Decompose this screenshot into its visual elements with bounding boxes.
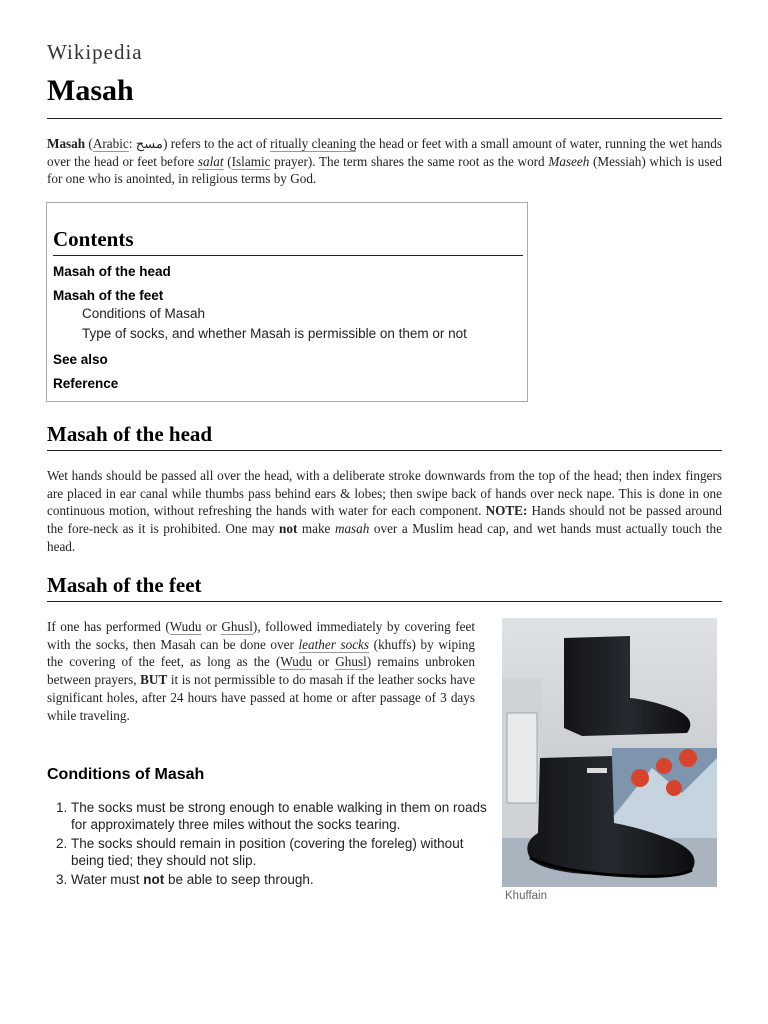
toc-item-masah-feet[interactable]: Masah of the feet — [53, 288, 164, 303]
condition-3-text-2: be able to seep through. — [164, 872, 314, 887]
toc-item-conditions[interactable]: Conditions of Masah — [82, 306, 206, 321]
khuffain-photo — [502, 618, 717, 887]
masah-term: masah — [334, 521, 370, 537]
head-paragraph — [47, 467, 722, 556]
toc-item-masah-head[interactable]: Masah of the head — [53, 264, 171, 279]
arabic-word: مسح — [135, 136, 164, 151]
wudu-link[interactable]: Wudu — [169, 619, 202, 634]
toc-item-see-also[interactable]: See also — [53, 352, 108, 367]
not-emphasis: not — [279, 521, 298, 537]
wikipedia-logo[interactable]: Wikipedia — [47, 40, 143, 64]
conditions-list — [47, 800, 491, 892]
intro-text-1: ) refers to the act of — [163, 136, 271, 151]
khuffain-image[interactable] — [502, 618, 717, 887]
page-title: Masah — [47, 74, 134, 107]
intro-text-2: the head or feet with a small amount of water, running the wet hands over the head or feet before — [47, 136, 722, 169]
or-text: or — [201, 619, 222, 634]
list-item: 1. The socks must be strong enough to enable walking in them on roads for approximately three miles without the socks tearing. — [71, 800, 491, 833]
wudu-link-2[interactable]: Wudu — [280, 654, 313, 670]
list-item — [71, 872, 491, 889]
section-heading-feet: Masah of the feet — [47, 573, 202, 597]
section-divider-head — [47, 450, 722, 451]
or-text-2: or — [312, 654, 336, 670]
but-emphasis: BUT — [140, 672, 168, 688]
conditions-heading: Conditions of Masah — [47, 766, 205, 783]
feet-text-4: ) remains unbroken between prayers, — [47, 654, 475, 688]
section-divider-feet — [47, 601, 722, 602]
leather-socks-link[interactable]: leather socks — [298, 636, 370, 652]
head-text-3: make — [297, 521, 335, 537]
toc-item-socks[interactable]: Type of socks, and whether Masah is permissible on them or not — [82, 326, 467, 341]
arabic-link[interactable]: Arabic — [92, 136, 129, 151]
feet-text-3: (khuffs) by wiping the covering of the feet, as long as the ( — [47, 636, 475, 670]
toc-item-reference[interactable]: Reference — [53, 376, 119, 391]
intro-term: Masah — [47, 136, 86, 151]
toc-divider — [53, 255, 523, 256]
feet-text-2: ), followed immediately by covering feet with the socks, then Masah can be done over — [47, 619, 475, 652]
head-text-1: Wet hands should be passed all over the head, with a deliberate stroke downwards from the top of the head; then index fingers are placed in ear canal while thumbs pass behind ears & lobes; then swipe back of hands over neck nape. This is done in one continuous motion, without refreshing the hands with water for each component. — [47, 468, 722, 519]
feet-text-1: If one has performed ( — [47, 619, 170, 634]
condition-3-not: not — [143, 872, 165, 887]
note-label: NOTE: — [485, 503, 528, 519]
head-text-4: over a Muslim head cap, and wet hands must actually touch the head. — [47, 521, 722, 554]
salat-link[interactable]: salat — [197, 153, 224, 169]
ghusl-link-2[interactable]: Ghusl — [335, 654, 367, 670]
ghusl-link[interactable]: Ghusl — [221, 619, 253, 634]
toc-title: Contents — [53, 227, 134, 251]
image-caption: Khuffain — [505, 890, 547, 902]
islamic-link[interactable]: Islamic — [231, 153, 271, 169]
table-of-contents — [46, 202, 528, 402]
title-divider — [47, 118, 722, 119]
section-heading-head: Masah of the head — [47, 422, 213, 446]
intro-text-3: prayer). The term shares the same root as the word — [270, 153, 549, 169]
ritual-cleaning-link[interactable]: ritually cleaning — [270, 136, 357, 151]
head-text-2: Hands should not be passed around the fore-neck as it is prohibited. One may — [47, 503, 722, 537]
intro-paragraph: Masah (Arabic: مسح) refers to the act of ritually cleaning the head or feet with a small amount of water, running the wet hands over the head or feet before salat (Islamic prayer). The term shares the same root as the word Maseeh (Messiah) which is used for one who is anointed, in religious terms by God. — [47, 136, 722, 187]
feet-text-5: it is not permissible to do masah if the leather socks have significant holes, after 24 hours have passed at home or after passage of 3 days while traveling. — [47, 672, 475, 723]
feet-paragraph — [47, 618, 475, 724]
condition-3-text-1: Water must — [71, 872, 144, 887]
intro-text-4: (Messiah) which is used for one who is anointed, in religious terms by God. — [47, 153, 722, 187]
list-item: 2. The socks should remain in position (covering the foreleg) without being tied; they should not slip. — [71, 836, 491, 869]
maseeh-term: Maseeh — [548, 153, 590, 169]
